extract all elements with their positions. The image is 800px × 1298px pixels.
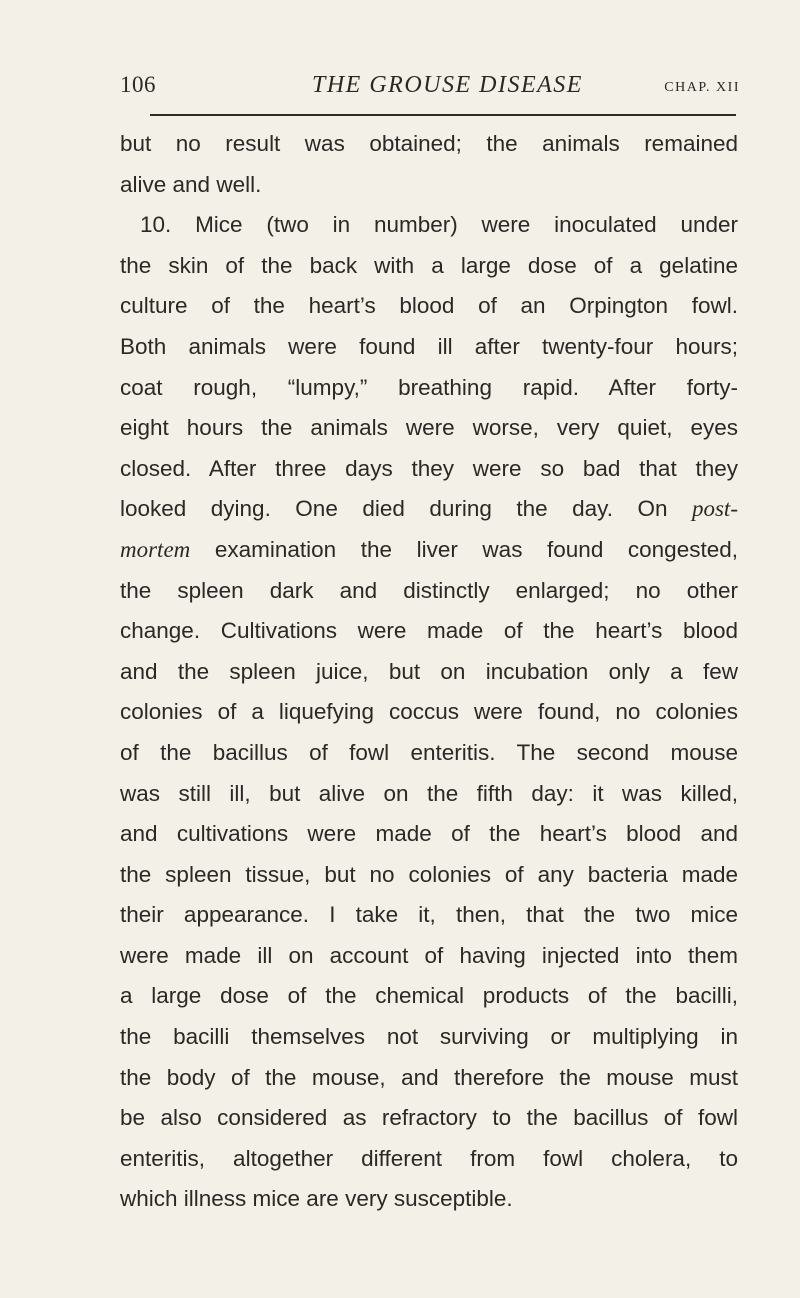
text-line: the body of the mouse, and therefore the mouse must — [120, 1064, 738, 1090]
text-line-fragment: examination the liver was found congested, — [214, 536, 738, 562]
text-line: the skin of the back with a large dose of a gelatine — [120, 252, 738, 278]
text-line: and the spleen juice, but on incubation only a few — [120, 658, 738, 684]
text-line: of the bacillus of fowl enteritis. The second mouse — [120, 739, 738, 765]
text-line: but no result was obtained; the animals remained — [120, 131, 738, 156]
header-rule — [150, 114, 736, 116]
body-text — [120, 124, 738, 1220]
text-line: and cultivations were made of the heart’s blood and — [120, 821, 738, 847]
text-line: enteritis, altogether different from fowl cholera, to — [120, 1145, 738, 1171]
text-line: the bacilli themselves not surviving or multiplying in — [120, 1024, 738, 1050]
text-line: 10. Mice (two in number) were inoculated under — [140, 212, 738, 238]
text-line: coat rough, “lumpy,” breathing rapid. After forty- — [120, 374, 738, 400]
text-line: be also considered as refractory to the bacillus of fowl — [120, 1105, 738, 1131]
page-number: 106 — [120, 72, 156, 97]
text-line: closed. After three days they were so bad that they — [120, 455, 738, 481]
text-line: alive and well. — [120, 171, 262, 197]
text-line: were made ill on account of having injected into them — [120, 942, 738, 968]
text-line: their appearance. I take it, then, that the two mice — [120, 902, 738, 928]
text-line: eight hours the animals were worse, very quiet, eyes — [120, 415, 738, 441]
text-line: change. Cultivations were made of the heart’s blood — [120, 618, 738, 644]
text-line: was still ill, but alive on the fifth day: it was killed, — [120, 780, 738, 806]
text-line: which illness mice are very susceptible. — [120, 1186, 513, 1212]
running-head — [120, 72, 740, 108]
text-line: the spleen tissue, but no colonies of any bacteria made — [120, 861, 738, 887]
text-line-with-italic — [120, 530, 738, 571]
text-line: the spleen dark and distinctly enlarged; no other — [120, 577, 738, 603]
italic-term: mortem — [120, 536, 191, 562]
italic-term: post- — [691, 496, 738, 522]
text-line: Both animals were found ill after twenty-four hours; — [120, 333, 738, 359]
text-line: colonies of a liquefying coccus were found, no colonies — [120, 699, 738, 725]
chapter-label: CHAP. XII — [664, 80, 740, 95]
text-line: a large dose of the chemical products of the bacilli, — [120, 983, 738, 1009]
text-line: culture of the heart’s blood of an Orpington fowl. — [120, 293, 738, 319]
running-title: THE GROUSE DISEASE — [312, 72, 583, 98]
text-line-fragment: looked dying. One died during the day. On — [120, 496, 668, 522]
text-line-with-italic — [120, 489, 738, 530]
